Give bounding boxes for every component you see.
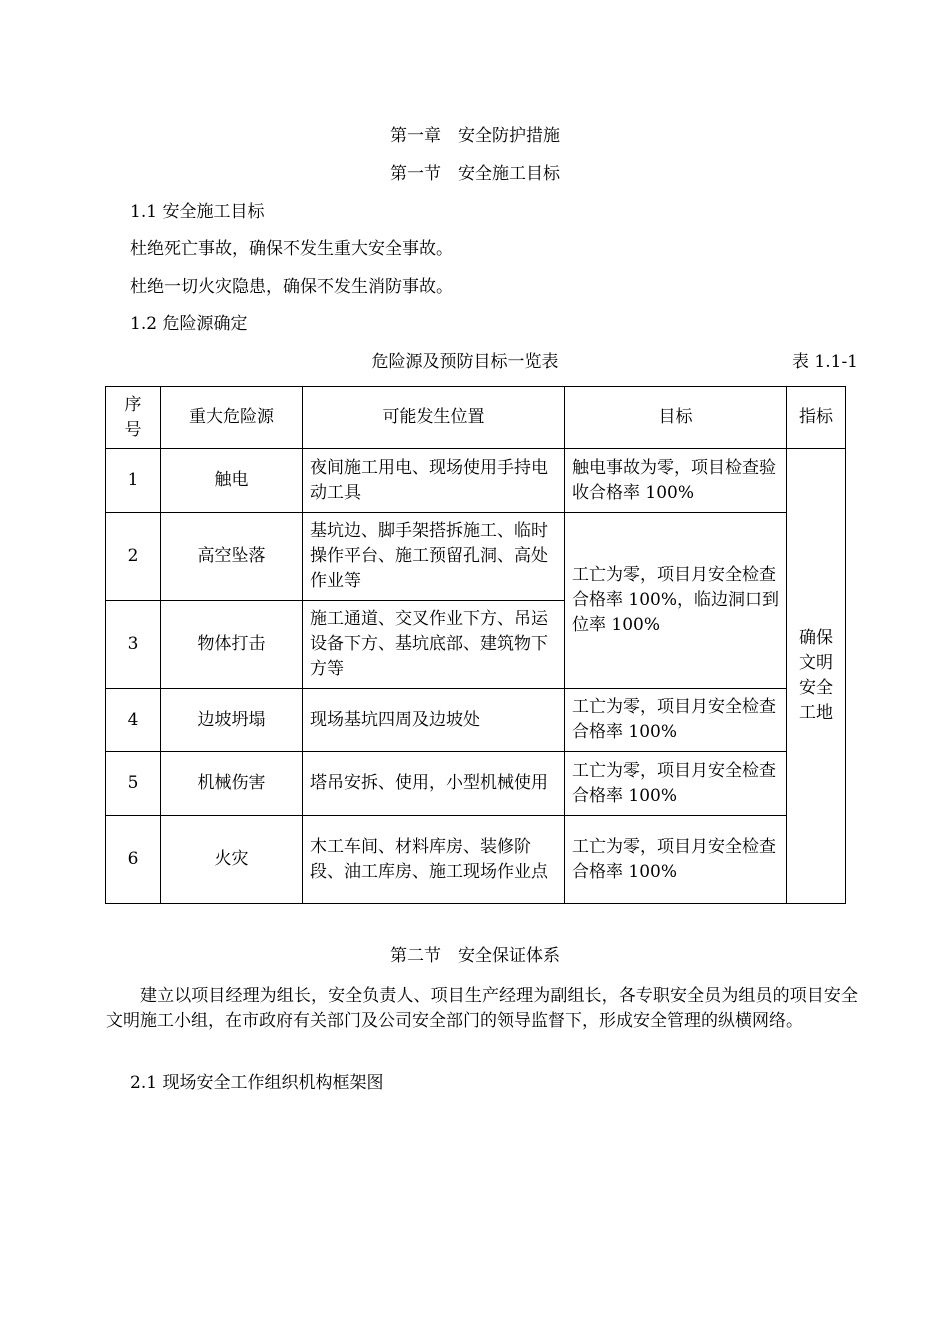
row-seq: 3	[106, 601, 161, 689]
table-row	[106, 752, 846, 816]
row-target: 工亡为零，项目月安全检查合格率 100%	[565, 816, 787, 904]
section-1-title: 第一节 安全施工目标	[390, 164, 560, 184]
table-header-row	[106, 387, 846, 449]
section-2-paragraph: 建立以项目经理为组长，安全负责人、项目生产经理为副组长，各专职安全员为组员的项目安全文明施工小组，在市政府有关部门及公司安全部门的领导监督下，形成安全管理的纵横网络。	[106, 986, 858, 1031]
row-target: 工亡为零，项目月安全检查合格率 100%	[565, 689, 787, 752]
row-target-merged: 工亡为零，项目月安全检查合格率 100%，临边洞口到位率 100%	[565, 513, 787, 689]
row-location: 塔吊安拆、使用，小型机械使用	[303, 752, 565, 816]
indicator-line: 工地	[799, 703, 833, 723]
subsection-1-2-heading: 1.2 危险源确定	[130, 314, 248, 334]
indicator-line: 确保	[799, 628, 833, 648]
row-target: 触电事故为零，项目检查验收合格率 100%	[565, 449, 787, 513]
table-row	[106, 513, 846, 601]
table-row	[106, 689, 846, 752]
row-hazard: 触电	[161, 449, 303, 513]
row-seq: 5	[106, 752, 161, 816]
row-hazard: 边坡坍塌	[161, 689, 303, 752]
subsection-2-1-heading: 2.1 现场安全工作组织机构框架图	[130, 1073, 384, 1093]
row-seq: 4	[106, 689, 161, 752]
row-hazard: 高空坠落	[161, 513, 303, 601]
row-hazard: 物体打击	[161, 601, 303, 689]
indicator-cell	[787, 449, 846, 904]
row-seq: 1	[106, 449, 161, 513]
table-row	[106, 449, 846, 513]
table-number: 表 1.1-1	[792, 352, 858, 372]
table-row	[106, 816, 846, 904]
table-caption-title: 危险源及预防目标一览表	[371, 352, 559, 372]
row-location: 木工车间、材料库房、装修阶段、油工库房、施工现场作业点	[303, 816, 565, 904]
row-seq: 6	[106, 816, 161, 904]
goal-line-1: 杜绝死亡事故，确保不发生重大安全事故。	[130, 239, 453, 259]
row-hazard: 火灾	[161, 816, 303, 904]
row-seq: 2	[106, 513, 161, 601]
header-indicator: 指标	[787, 387, 846, 449]
table-caption	[0, 350, 950, 374]
indicator-line: 文明	[799, 653, 833, 673]
header-hazard: 重大危险源	[161, 387, 303, 449]
header-location: 可能发生位置	[303, 387, 565, 449]
row-location: 现场基坑四周及边坡处	[303, 689, 565, 752]
subsection-1-1-heading: 1.1 安全施工目标	[130, 202, 265, 222]
hazard-table	[105, 386, 846, 904]
row-target: 工亡为零，项目月安全检查合格率 100%	[565, 752, 787, 816]
header-target: 目标	[565, 387, 787, 449]
row-hazard: 机械伤害	[161, 752, 303, 816]
row-location: 施工通道、交叉作业下方、吊运设备下方、基坑底部、建筑物下方等	[303, 601, 565, 689]
chapter-title: 第一章 安全防护措施	[390, 126, 560, 146]
indicator-line: 安全	[799, 678, 833, 698]
header-seq: 序号	[106, 387, 161, 449]
goal-line-2: 杜绝一切火灾隐患，确保不发生消防事故。	[130, 277, 453, 297]
row-location: 夜间施工用电、现场使用手持电动工具	[303, 449, 565, 513]
row-location: 基坑边、脚手架搭拆施工、临时操作平台、施工预留孔洞、高处作业等	[303, 513, 565, 601]
section-2-title: 第二节 安全保证体系	[390, 946, 560, 966]
